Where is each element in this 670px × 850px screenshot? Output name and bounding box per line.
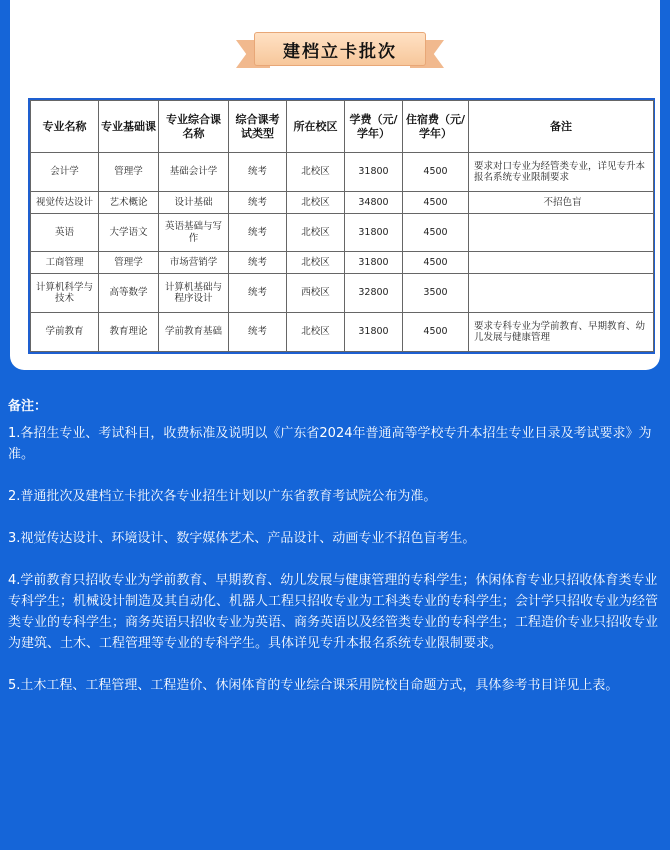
title-ribbon: [236, 26, 444, 72]
cell-tuition: 32800: [345, 274, 403, 313]
cell-campus: 北校区: [287, 313, 345, 352]
cell-basic-course: 艺术概论: [99, 191, 159, 213]
header-cell: 专业基础课: [99, 101, 159, 153]
cell-exam-type: 统考: [229, 274, 287, 313]
header-cell: 综合课考试类型: [229, 101, 287, 153]
cell-campus: 北校区: [287, 153, 345, 192]
cell-remark: [469, 213, 654, 252]
cell-major: 英语: [31, 213, 99, 252]
cell-remark: 要求专科专业为学前教育、早期教育、幼儿发展与健康管理: [469, 313, 654, 352]
cell-comprehensive-course: 设计基础: [159, 191, 229, 213]
cell-comprehensive-course: 计算机基础与程序设计: [159, 274, 229, 313]
cell-remark: [469, 274, 654, 313]
header-cell: 备注: [469, 101, 654, 153]
note-item: 1.各招生专业、考试科目，收费标准及说明以《广东省2024年普通高等学校专升本招生专业目录及考试要求》为准。: [8, 426, 652, 462]
cell-exam-type: 统考: [229, 153, 287, 192]
notes-section: [8, 396, 662, 717]
info-card: [10, 0, 660, 370]
cell-campus: 北校区: [287, 213, 345, 252]
table-row: [31, 252, 654, 274]
cell-tuition: 31800: [345, 153, 403, 192]
cell-basic-course: 教育理论: [99, 313, 159, 352]
cell-housing-fee: 3500: [403, 274, 469, 313]
cell-exam-type: 统考: [229, 213, 287, 252]
cell-housing-fee: 4500: [403, 213, 469, 252]
header-cell: 住宿费（元/学年）: [403, 101, 469, 153]
cell-basic-course: 大学语文: [99, 213, 159, 252]
header-cell: 所在校区: [287, 101, 345, 153]
cell-housing-fee: 4500: [403, 153, 469, 192]
cell-remark: [469, 252, 654, 274]
table-row: [31, 153, 654, 192]
cell-tuition: 31800: [345, 252, 403, 274]
note-item: 5.土木工程、工程管理、工程造价、休闲体育的专业综合课采用院校自命题方式，具体参考书目详见上表。: [8, 678, 619, 693]
cell-basic-course: 管理学: [99, 153, 159, 192]
header-cell: 专业名称: [31, 101, 99, 153]
cell-comprehensive-course: 基础会计学: [159, 153, 229, 192]
cell-major: 视觉传达设计: [31, 191, 99, 213]
note-item: 3.视觉传达设计、环境设计、数字媒体艺术、产品设计、动画专业不招色盲考生。: [8, 531, 476, 546]
cell-campus: 西校区: [287, 274, 345, 313]
note-item: 2.普通批次及建档立卡批次各专业招生计划以广东省教育考试院公布为准。: [8, 489, 437, 504]
cell-exam-type: 统考: [229, 313, 287, 352]
cell-exam-type: 统考: [229, 191, 287, 213]
cell-housing-fee: 4500: [403, 313, 469, 352]
cell-major: 工商管理: [31, 252, 99, 274]
cell-housing-fee: 4500: [403, 191, 469, 213]
note-item: 4.学前教育只招收专业为学前教育、早期教育、幼儿发展与健康管理的专科学生；休闲体育专业只招收体育类专业专科学生；机械设计制造及其自动化、机器人工程只招收专业为工科类专业的专科学生；会计学只招收专业为经管类专业的专科学生；商务英语只招收专业为英语、商务英语以及经管类专业的专科学生；工程造价专业只招收专业为建筑、土木、工程管理等专业的专科学生。具体详见专升本报名系统专业限制要求。: [8, 573, 659, 651]
table-header-row: [31, 101, 654, 153]
tuition-table-frame: [28, 98, 655, 354]
banner-title: 建档立卡批次: [254, 32, 426, 66]
tuition-table: [30, 100, 654, 352]
cell-campus: 北校区: [287, 252, 345, 274]
cell-major: 计算机科学与技术: [31, 274, 99, 313]
cell-comprehensive-course: 市场营销学: [159, 252, 229, 274]
cell-exam-type: 统考: [229, 252, 287, 274]
table-row: [31, 313, 654, 352]
cell-major: 学前教育: [31, 313, 99, 352]
cell-major: 会计学: [31, 153, 99, 192]
cell-comprehensive-course: 英语基础与写作: [159, 213, 229, 252]
notes-heading: 备注：: [8, 399, 48, 414]
cell-comprehensive-course: 学前教育基础: [159, 313, 229, 352]
table-row: [31, 274, 654, 313]
cell-tuition: 31800: [345, 213, 403, 252]
cell-basic-course: 高等数学: [99, 274, 159, 313]
table-row: [31, 213, 654, 252]
cell-tuition: 34800: [345, 191, 403, 213]
cell-housing-fee: 4500: [403, 252, 469, 274]
cell-basic-course: 管理学: [99, 252, 159, 274]
cell-remark: 不招色盲: [469, 191, 654, 213]
cell-remark: 要求对口专业为经管类专业，详见专升本报名系统专业限制要求: [469, 153, 654, 192]
table-row: [31, 191, 654, 213]
header-cell: 学费（元/学年）: [345, 101, 403, 153]
header-cell: 专业综合课名称: [159, 101, 229, 153]
cell-tuition: 31800: [345, 313, 403, 352]
cell-campus: 北校区: [287, 191, 345, 213]
